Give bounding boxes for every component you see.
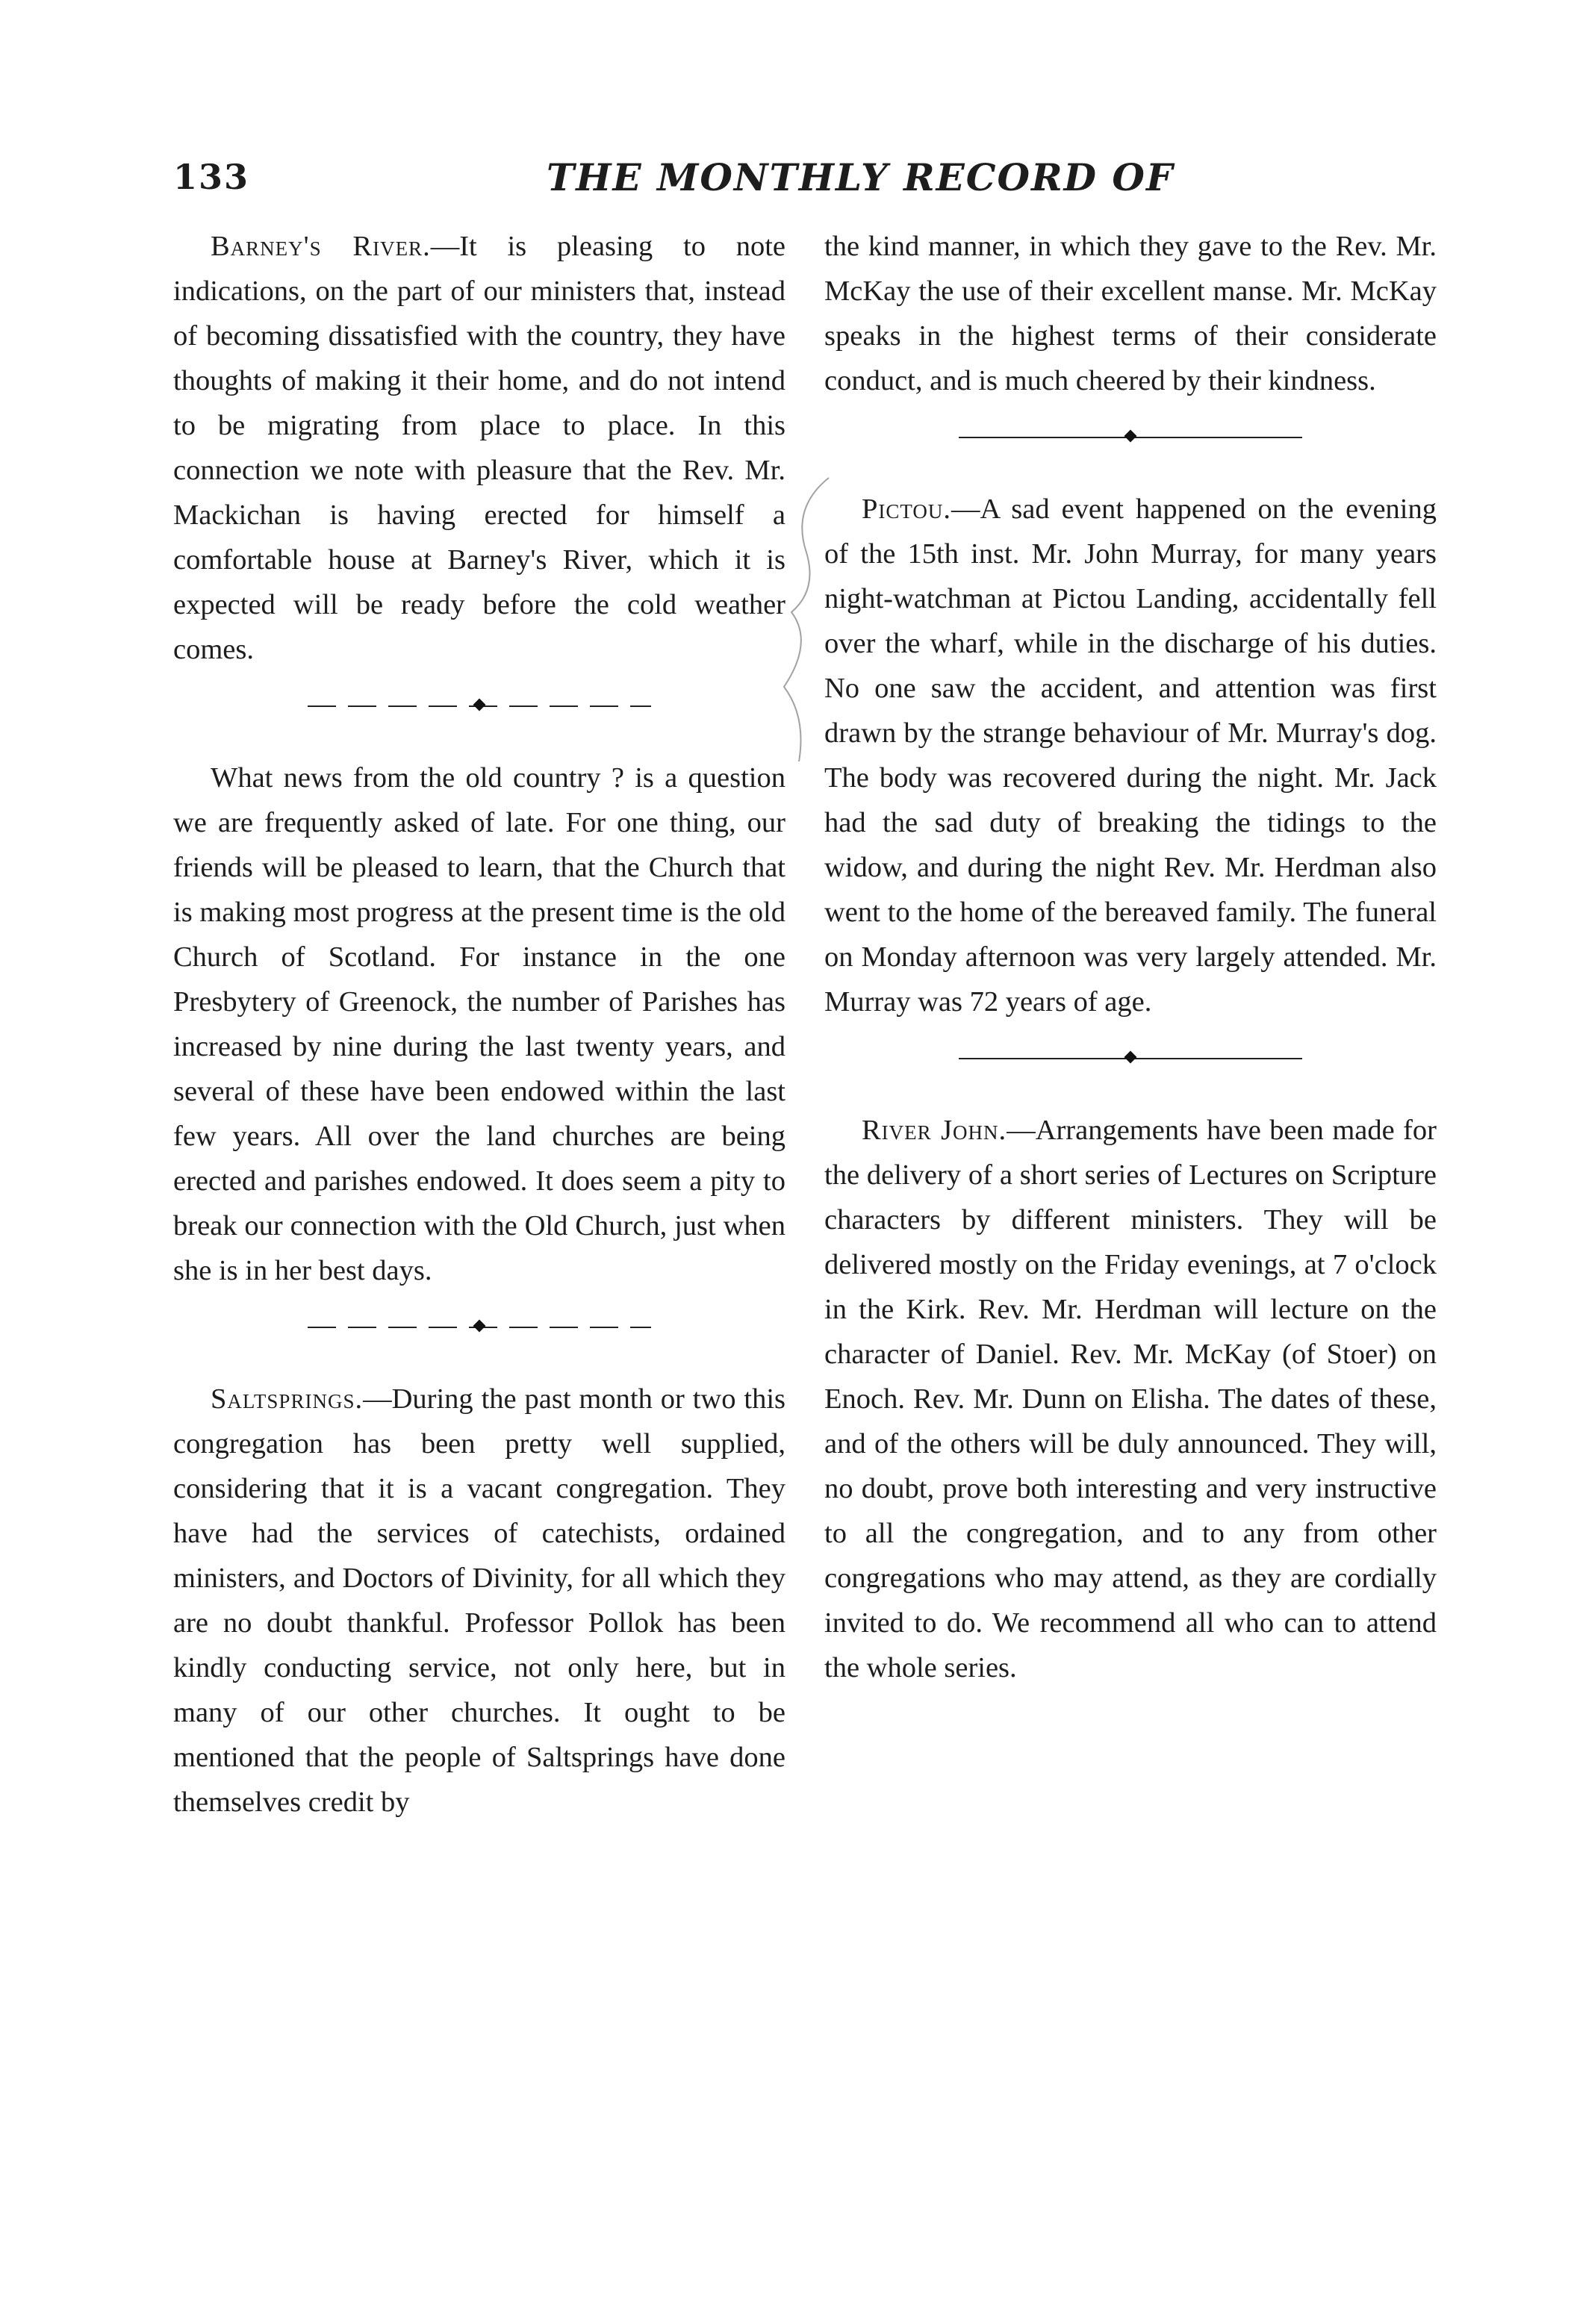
right-column xyxy=(824,224,1437,1690)
page-header xyxy=(173,149,1458,216)
article-barneys-river xyxy=(173,224,786,672)
article-pictou xyxy=(824,487,1437,1024)
article-old-country-news xyxy=(173,756,786,1293)
left-column xyxy=(173,224,786,1825)
article-body: —Arrangements have been made for the delivery of a short series of Lectures on Scripture characters by different ministers. They will be delivered mostly on the Friday evenings, at 7 o'clock in the Kirk. Rev. Mr. Herdman will lecture on the character of Daniel. Rev. Mr. McKay (of Stoer) on Enoch. Rev. Mr. Dunn on Elisha. The dates of these, and of the others will be duly announced. They will, no doubt, prove both interesting and very instructive to all the congregation, and to any from other congregations who may attend, as they are cordially invited to do. We recommend all who can to attend the whole series. xyxy=(824,1115,1437,1683)
running-title: THE MONTHLY RECORD OF xyxy=(547,155,1175,199)
separator-ornament xyxy=(1124,1051,1137,1064)
separator-ornament xyxy=(473,1320,486,1333)
article-body: —It is pleasing to note indications, on the part of our ministers that, instead of becoming dissatisfied with the country, they have thoughts of making it their home, and do not intend to be migrating from place to place. In this connection we note with pleasure that the Rev. Mr. Mackichan is having erected for himself a comfortable house at Barney's River, which it is expected will be ready before the cold weather comes. xyxy=(173,231,786,665)
section-separator xyxy=(959,437,1302,438)
article-body: —A sad event happened on the evening of the 15th inst. Mr. John Murray, for many years night-watchman at Pictou Landing, accidentally fell over the wharf, while in the discharge of his duties. No one saw the accident, and attention was first drawn by the strange behaviour of Mr. Murray's dog. The body was recovered during the night. Mr. Jack had the sad duty of breaking the tidings to the widow, and during the night Rev. Mr. Herdman also went to the home of the bereaved family. The funeral on Monday afternoon was very largely attended. Mr. Murray was 72 years of age. xyxy=(824,493,1437,1018)
section-separator xyxy=(308,1327,651,1328)
article-body: —During the past month or two this congregation has been pretty well supplied, considering that it is a vacant congregation. They have had the services of catechists, ordained ministers, and Doctors of Divinity, for all which they are no doubt thankful. Professor Pollok has been kindly conducting service, not only here, but in many of our other churches. It ought to be mentioned that the people of Saltsprings have done themselves credit by xyxy=(173,1383,786,1818)
article-saltsprings xyxy=(173,1377,786,1825)
page-number: 133 xyxy=(173,157,250,197)
section-separator xyxy=(308,705,651,707)
article-body: What news from the old country ? is a question we are frequently asked of late. For one thing, our friends will be pleased to learn, that the Church that is making most progress at the present time is the old Church of Scotland. For instance in the one Presbytery of Greenock, the number of Parishes has increased by nine during the last twenty years, and several of these have been endowed within the last few years. All over the land churches are being erected and parishes endowed. It does seem a pity to break our connection with the Old Church, just when she is in her best days. xyxy=(173,762,786,1286)
separator-ornament xyxy=(1124,430,1137,443)
article-lead: Saltsprings. xyxy=(211,1383,364,1415)
article-body: the kind manner, in which they gave to the Rev. Mr. McKay the use of their excellent manse. Mr. McKay speaks in the highest terms of their considerate conduct, and is much cheered by their kindness. xyxy=(824,231,1437,396)
article-lead: Barney's River. xyxy=(211,231,431,262)
article-saltsprings-continued xyxy=(824,224,1437,403)
article-river-john xyxy=(824,1108,1437,1690)
article-lead: Pictou. xyxy=(862,493,952,525)
separator-ornament xyxy=(473,699,486,711)
article-lead: River John. xyxy=(862,1115,1007,1146)
section-separator xyxy=(959,1058,1302,1059)
